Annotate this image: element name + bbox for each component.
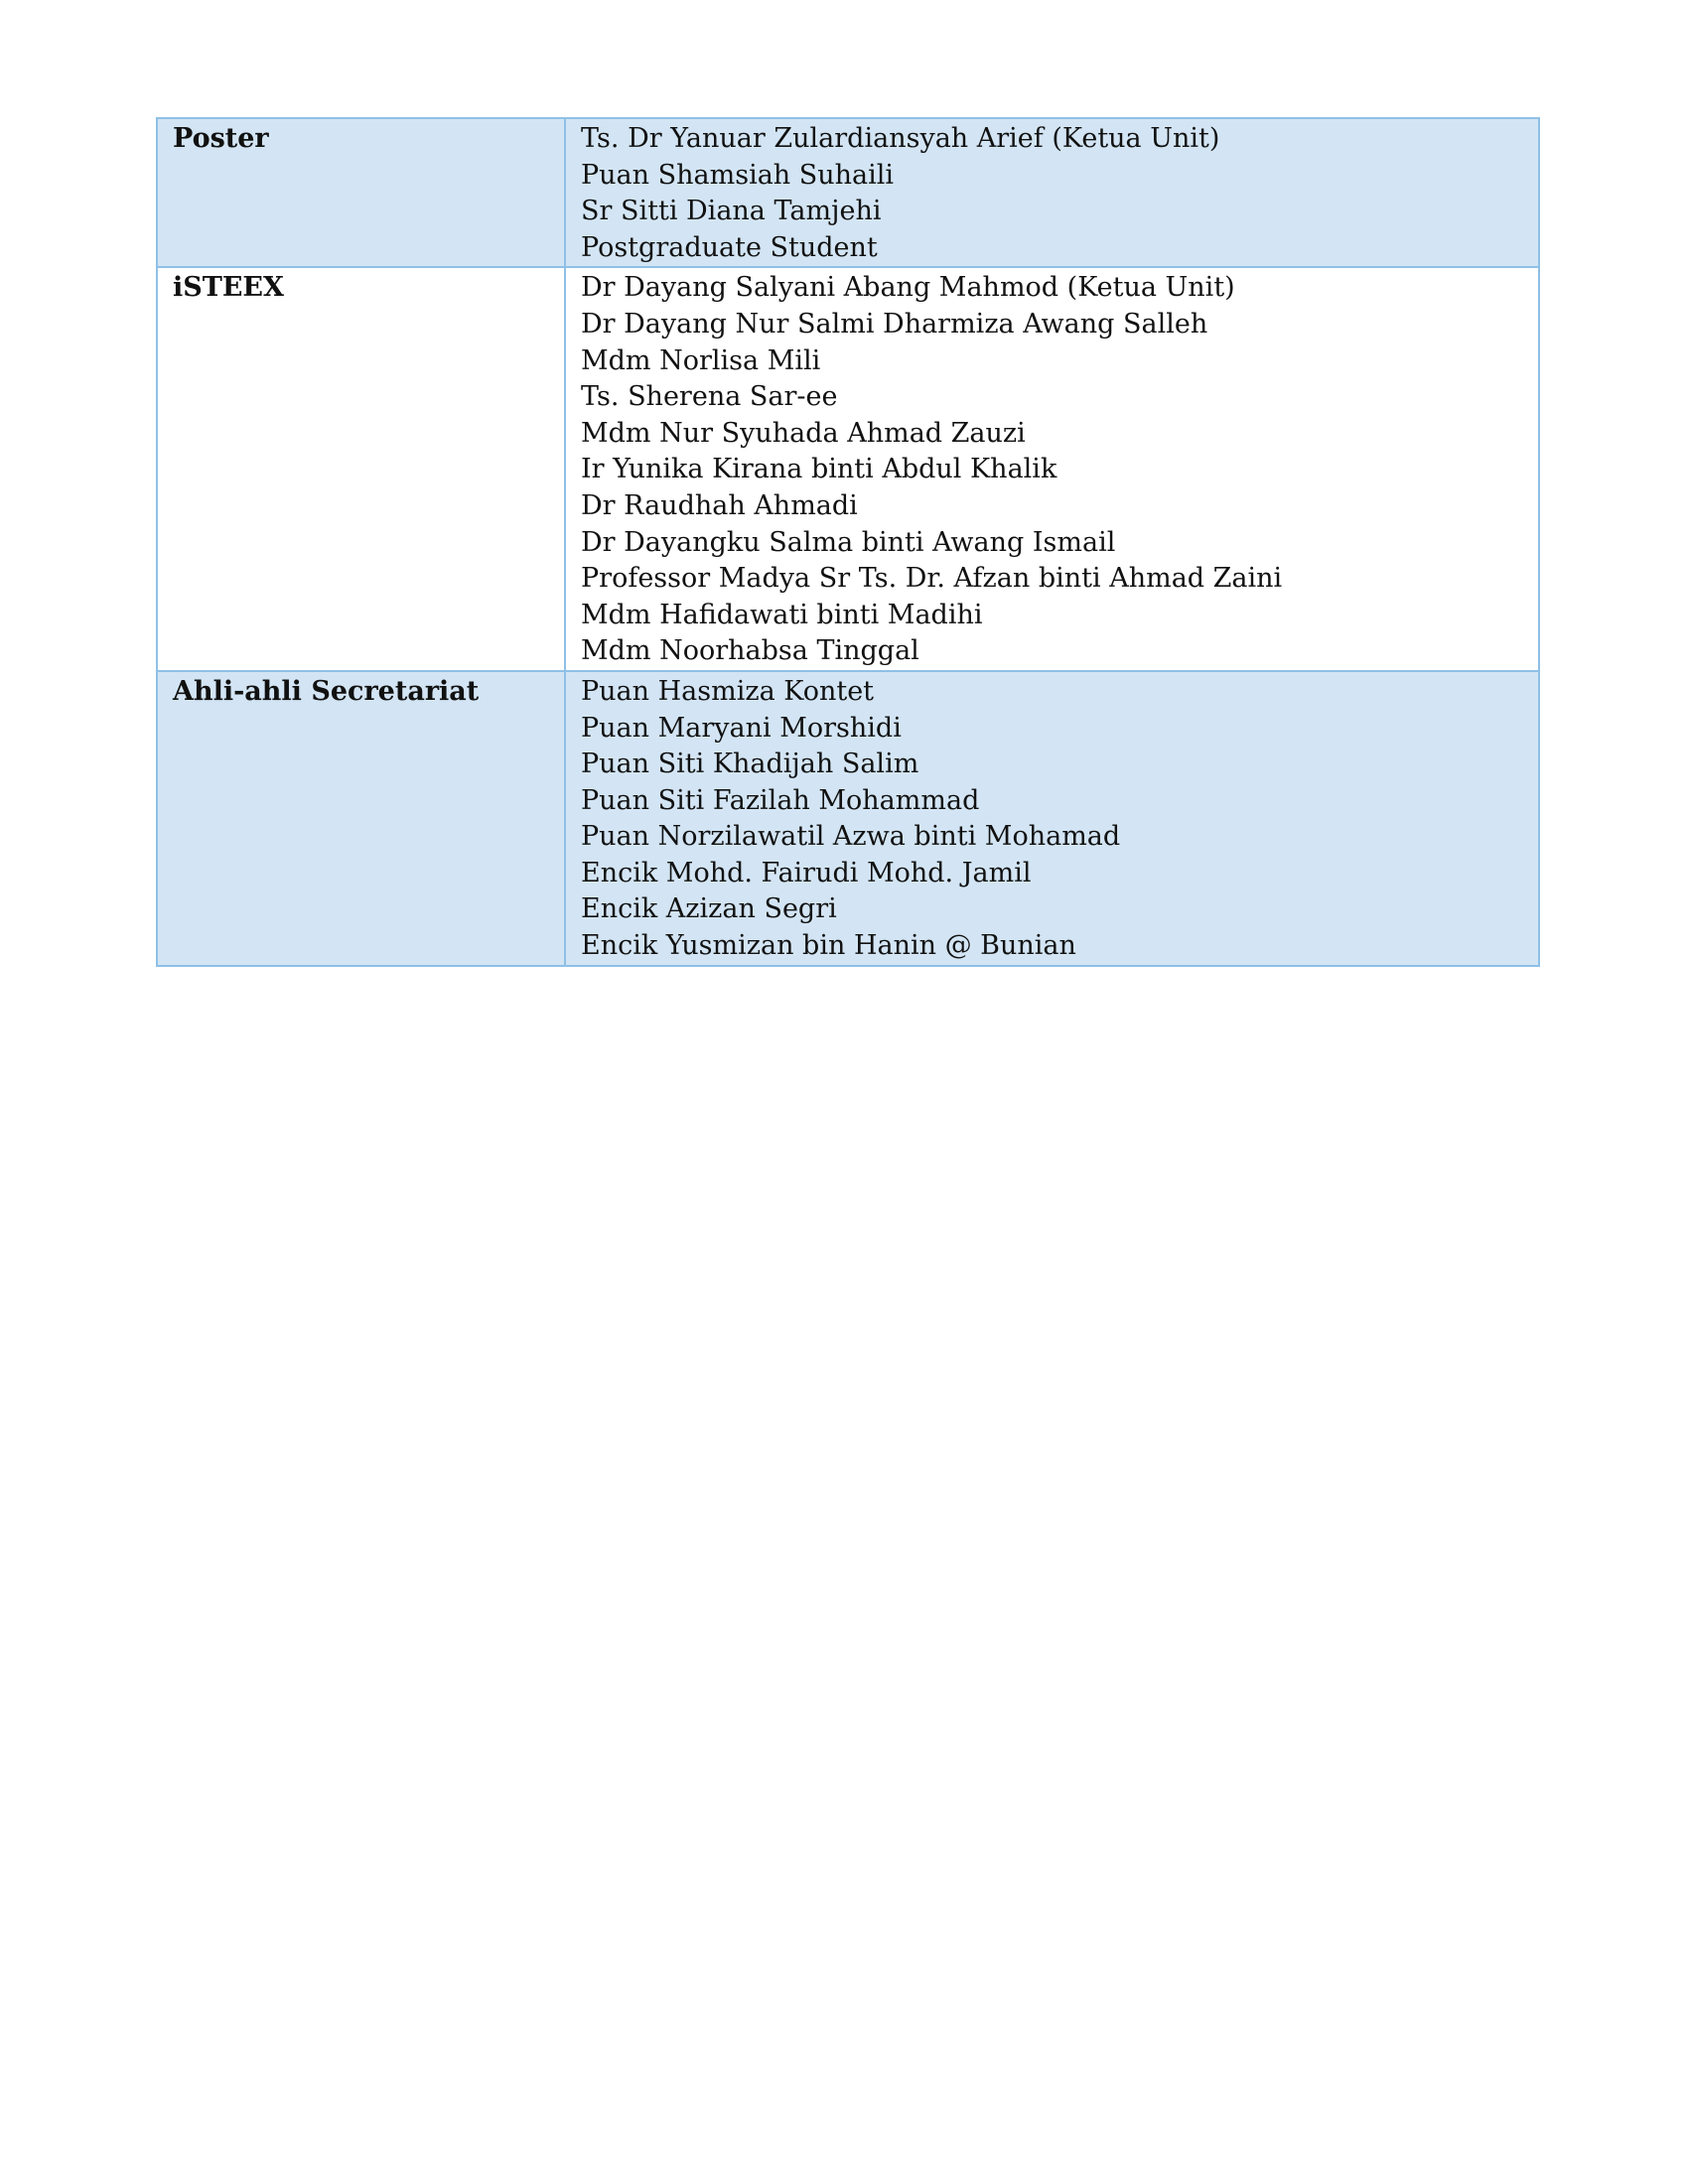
member-name: Dr Dayangku Salma binti Awang Ismail [581,526,1116,558]
members-list [581,268,1538,670]
unit-label: Poster [173,123,269,154]
member-name: Puan Siti Khadijah Salim [581,749,919,780]
unit-label: Ahli-ahli Secretariat [173,675,480,707]
member-name: Encik Mohd. Fairudi Mohd. Jamil [581,857,1032,888]
committee-row-isteex [157,267,1539,671]
member-name: Postgraduate Student [581,231,878,263]
committee-table [156,117,1540,967]
members-list [581,119,1538,266]
member-name: Mdm Hafidawati binti Madihi [581,599,983,630]
unit-cell [157,267,565,671]
member-name: Ts. Sherena Sar-ee [581,381,838,413]
member-name: Dr Raudhah Ahmadi [581,489,858,521]
member-name: Dr Dayang Nur Salmi Dharmiza Awang Salleh [581,308,1208,340]
member-name: Puan Maryani Morshidi [581,712,902,744]
member-name: Sr Sitti Diana Tamjehi [581,196,882,227]
members-cell [565,671,1539,966]
members-cell [565,267,1539,671]
member-name: Ts. Dr Yanuar Zulardiansyah Arief (Ketua Unit) [581,123,1220,154]
member-name: Puan Hasmiza Kontet [581,675,875,707]
members-cell [565,118,1539,267]
member-name: Encik Yusmizan bin Hanin @ Bunian [581,930,1076,962]
member-name: Ir Yunika Kirana binti Abdul Khalik [581,454,1057,485]
committee-row-secretariat [157,671,1539,966]
member-name: Mdm Norlisa Mili [581,344,821,376]
committee-row-poster [157,118,1539,267]
member-name: Puan Siti Fazilah Mohammad [581,784,980,816]
member-name: Mdm Nur Syuhada Ahmad Zauzi [581,417,1026,449]
committee-table-body [157,118,1539,966]
member-name: Puan Shamsiah Suhaili [581,159,895,191]
unit-label: iSTEEX [173,272,284,304]
members-list [581,672,1538,965]
member-name: Professor Madya Sr Ts. Dr. Afzan binti Ahmad Zaini [581,563,1283,595]
member-name: Puan Norzilawatil Azwa binti Mohamad [581,821,1121,853]
member-name: Encik Azizan Segri [581,893,837,925]
member-name: Mdm Noorhabsa Tinggal [581,635,919,667]
member-name: Dr Dayang Salyani Abang Mahmod (Ketua Unit) [581,272,1235,304]
unit-cell [157,118,565,267]
unit-cell [157,671,565,966]
